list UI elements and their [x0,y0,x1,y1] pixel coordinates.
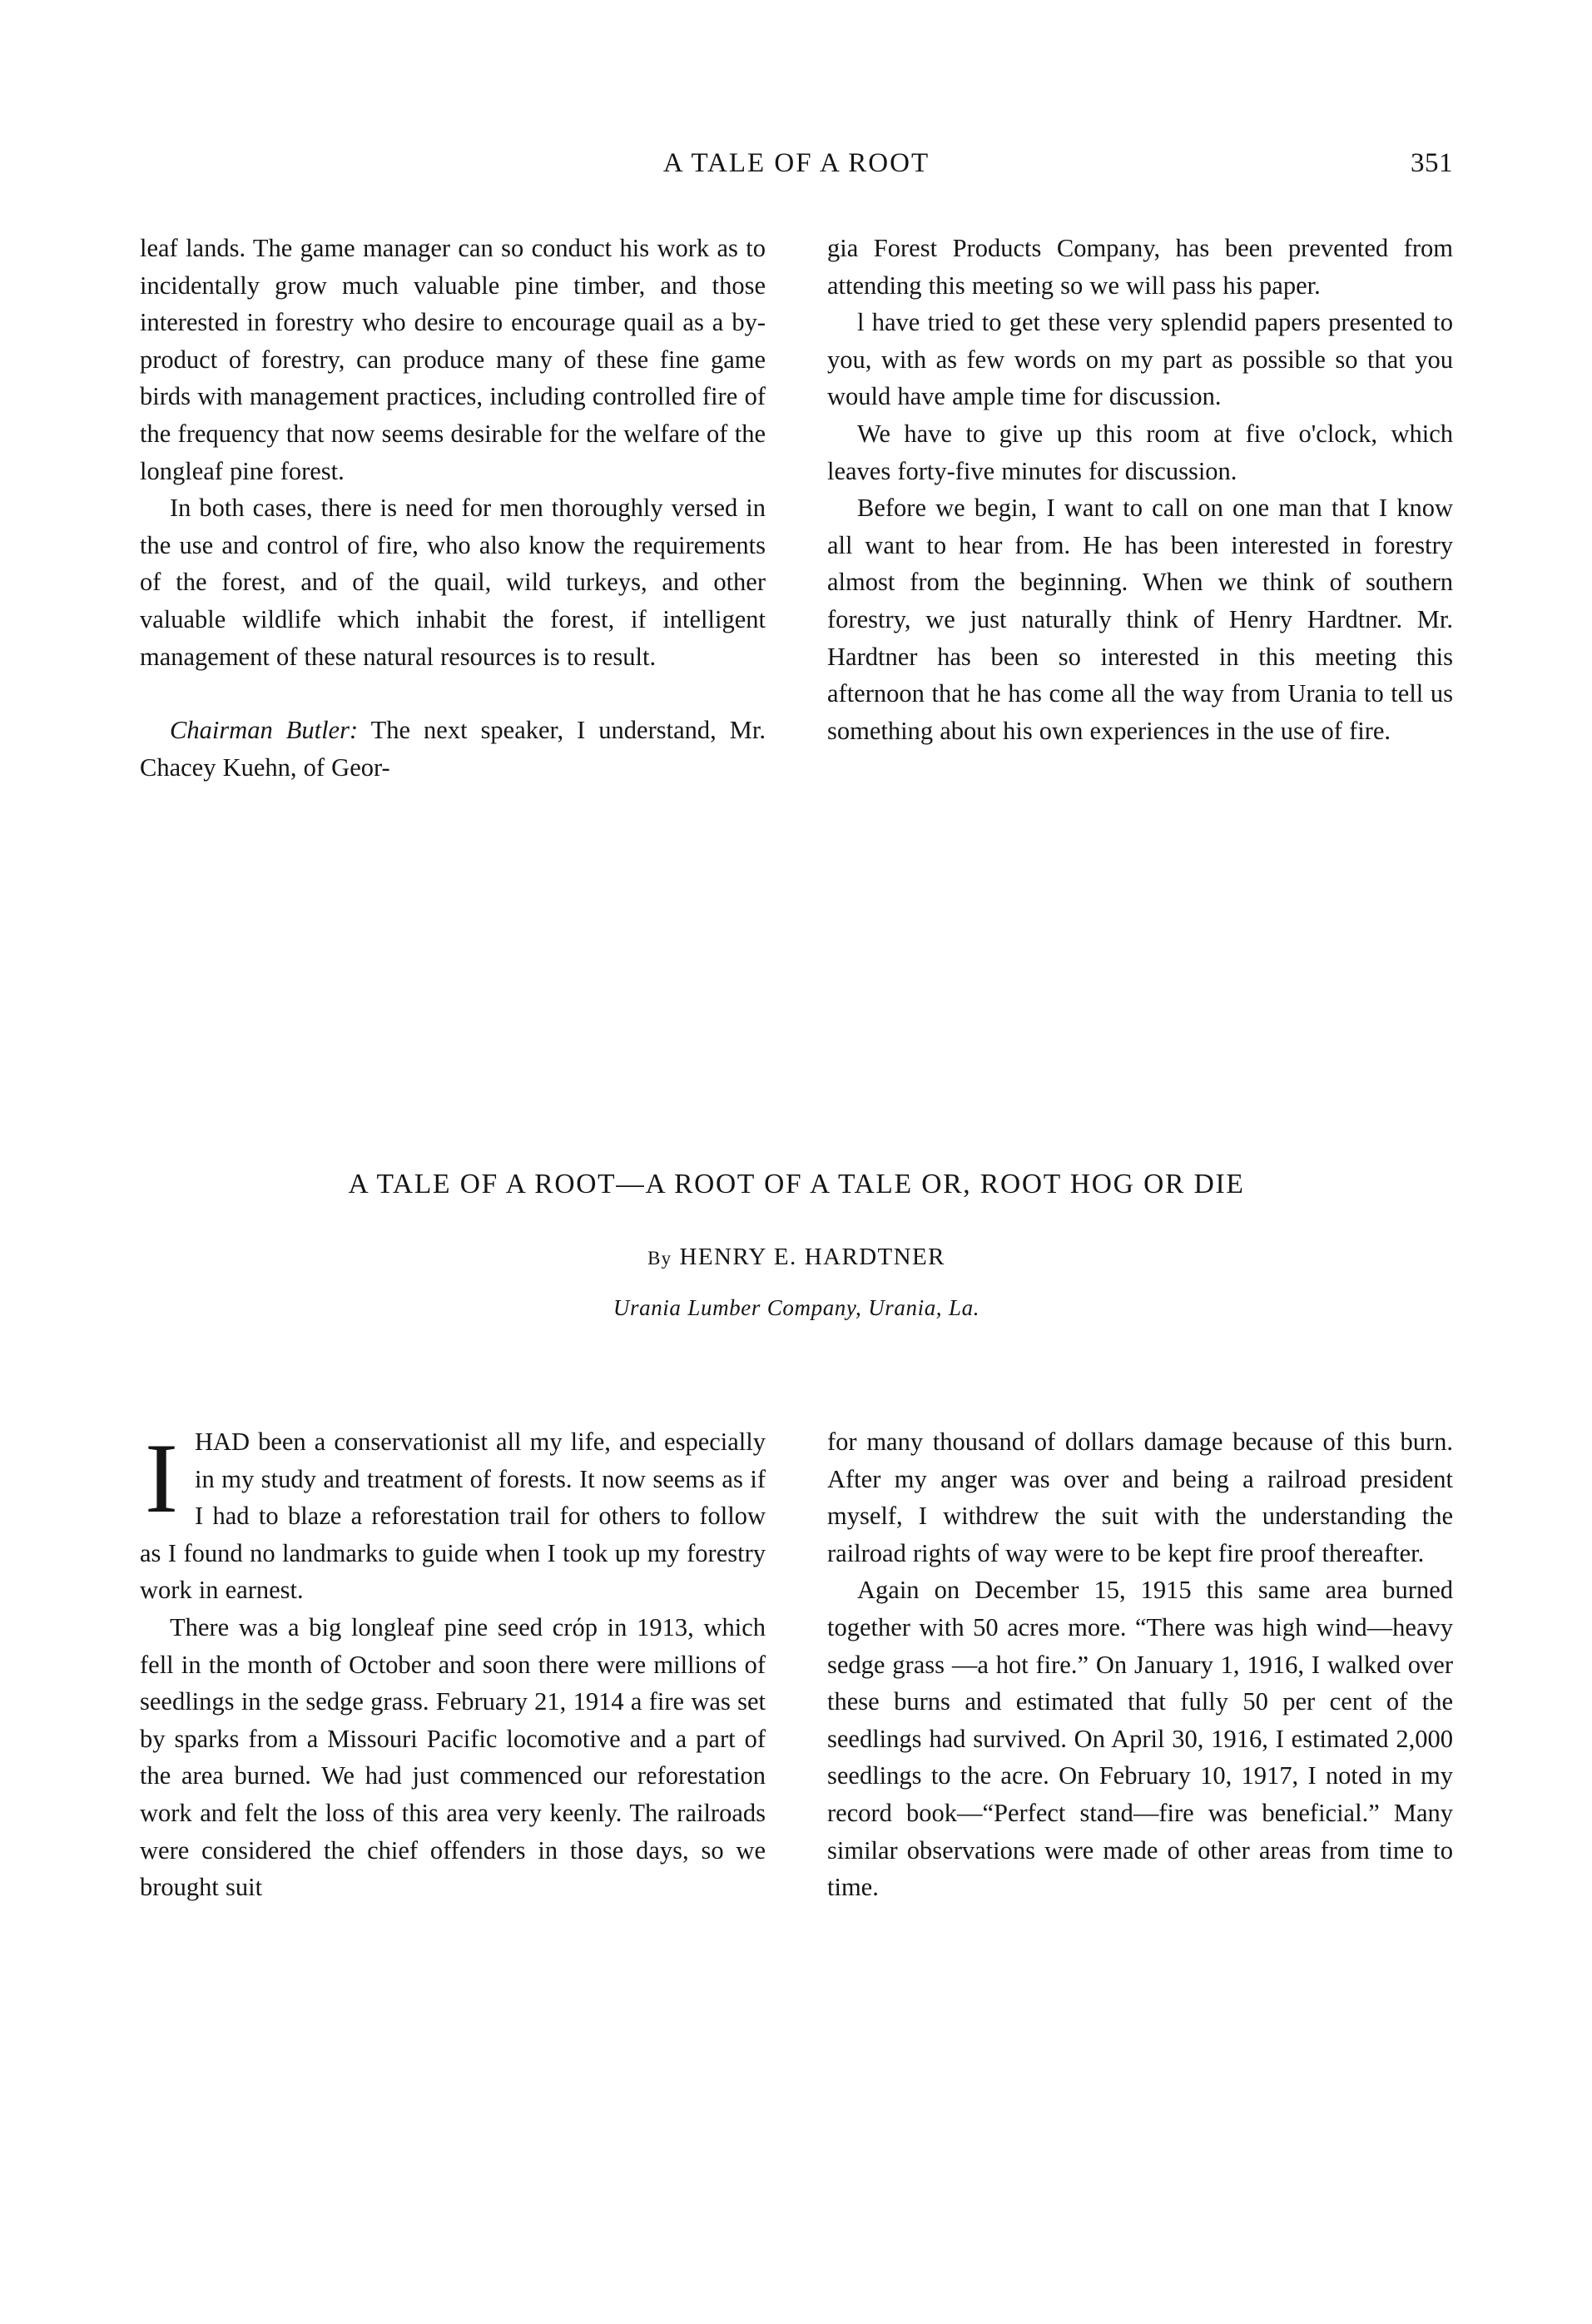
article-left-column [140,1423,766,1906]
author-affiliation: Urania Lumber Company, Urania, La. [612,1295,980,1320]
paragraph: There was a big longleaf pine seed crόp in 1913, which fell in the month of October and soon there were millions of seedlings in the sedge grass. February 21, 1914 a fire was set by sparks from a Missouri Pacific locomotive and a part of the area burned. We had just commenced our reforestation work and felt the loss of this area very keenly. The railroads were considered the chief offenders in those days, so we brought suit [140,1612,766,1902]
article-header [140,1165,1453,1323]
paragraph: l have tried to get these very splendid papers presented to you, with as few words on my part as possible so that you would have ample time for discussion. [827,308,1453,411]
article-right-column [827,1423,1453,1906]
running-head [140,148,1453,190]
speaker-paragraph [140,712,766,786]
drop-cap: I [145,1423,178,1533]
paragraph: for many thousand of dollars damage because of this burn. After my anger was over and being a railroad president myself, I withdrew the suit with the understanding the railroad rights of way were to be kept fire proof thereafter. [827,1428,1453,1567]
paragraph: Again on December 15, 1915 this same area burned together with 50 acres more. “There was high wind—heavy sedge grass —a hot fire.” On January 1, 1916, I walked over these burns and estimated that fully 50 per cent of the seedlings had survived. On April 30, 1916, I estimated 2,000 seedlings to the acre. On February 10, 1917, I noted in my record book—“Perfect stand—fire was beneficial.” Many similar observations were made of other areas from time to time. [827,1576,1453,1902]
speaker-label: Chairman Butler: [170,716,359,745]
top-left-column [140,230,766,786]
top-section [140,230,1453,786]
paragraph: gia Forest Products Company, has been prevented from attending this meeting so we will pass his paper. [827,234,1453,300]
article-body [140,1423,1453,1906]
opening-paragraph-text: HAD been a conservationist all my life, and especially in my study and treatment of forests. It now seems as if I had to blaze a reforestation trail for others to follow as I found no landmarks to guide when I took up my forestry work in earnest. [140,1428,766,1605]
byline-by-word: By [647,1248,672,1269]
top-right-column [827,230,1453,786]
paragraph: In both cases, there is need for men thoroughly versed in the use and control of fire, who also know the requirements of the forest, and of the quail, wild turkeys, and other valuable wildlife which inhabit the forest, if intelligent management of these natural resources is to result. [140,494,766,671]
page-number: 351 [1411,148,1453,178]
running-head-title: A TALE OF A ROOT [662,148,930,178]
paragraph: Before we begin, I want to call on one man that I know all want to hear from. He has been interested in forestry almost from the beginning. When we think of southern forestry, we just naturally think of Henry Hardtner. Mr. Hardtner has been so interested in this meeting this afternoon that he has come all the way from Urania to tell us something about his own experiences in the use of fire. [827,494,1453,745]
author-name: HENRY E. HARDTNER [679,1244,945,1270]
paragraph: We have to give up this room at five o'clock, which leaves forty-five minutes for discussion. [827,419,1453,485]
paragraph: leaf lands. The game manager can so conduct his work as to incidentally grow much valuable pine timber, and those interested in forestry who desire to encourage quail as a by-product of forestry, can produce many of these fine game birds with management practices, including controlled fire of the frequency that now seems desirable for the welfare of the longleaf pine forest. [140,234,766,485]
article-title: A TALE OF A ROOT—A ROOT OF A TALE OR, ROOT HOG OR DIE [348,1169,1245,1199]
opening-paragraph [140,1423,766,1609]
speaker-text: The next speaker, I understand, Mr. Chacey Kuehn, of Geor- [140,716,766,782]
article-byline [140,1241,1453,1274]
